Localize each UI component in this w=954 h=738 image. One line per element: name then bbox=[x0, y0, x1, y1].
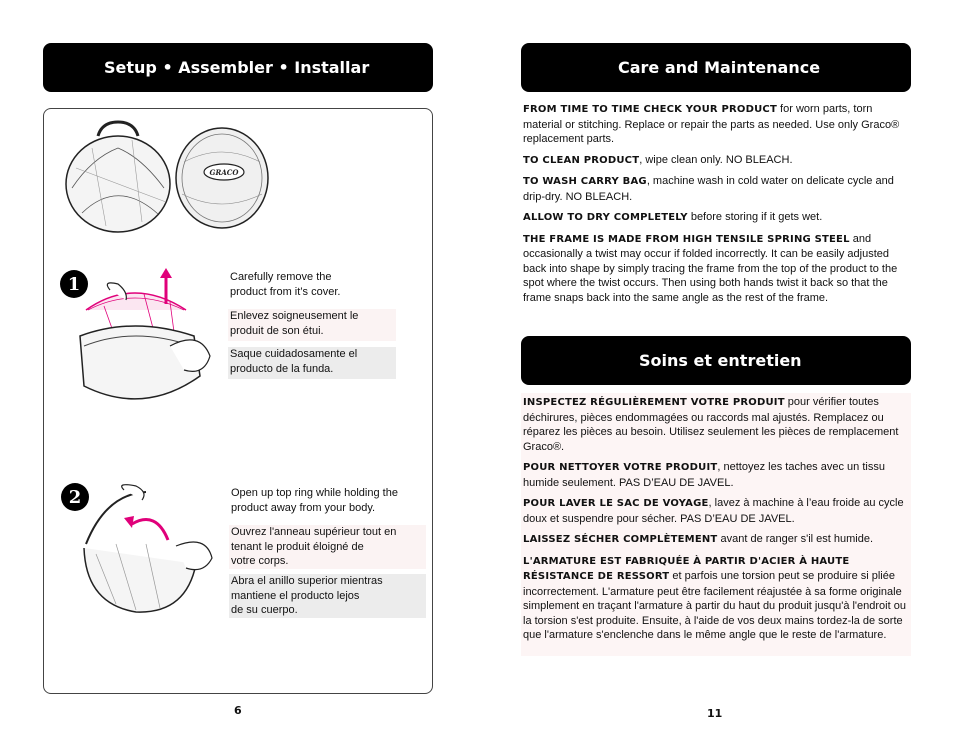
step-2-text-es: Abra el anillo superior mientras mantiene el producto lejos de su cuerpo. bbox=[229, 574, 426, 618]
soins-item: L'ARMATURE EST FABRIQUÉE À PARTIR D'ACIER À HAUTE RÉSISTANCE DE RESSORT et parfois une torsion peut se produire si pliée incorrectement. L'armature peut être facilement réajustée à sa forme originale simplement en traçant l'armature à partir du haut du produit jusqu'à l'endroit ou la torsion s'est produite. Ensuite, à l'aide de vos deux mains tordez-la de sorte que l'armature s'enclenche dans le même angle que le reste de l'armature. bbox=[523, 555, 906, 641]
soins-item: INSPECTEZ RÉGULIÈREMENT VOTRE PRODUIT pour vérifier toutes déchirures, pièces endommagées ou raccords mal ajustés. Remplacez ou réparez les pièces au besoin. Utilisez seulement les pièces de remplacement Graco®. bbox=[523, 396, 899, 453]
step-1-illustration bbox=[74, 266, 216, 416]
care-item: THE FRAME IS MADE FROM HIGH TENSILE SPRING STEEL and occasionally a twist may occur if folded incorrectly. It can be easily adjusted back into shape by simply tracing the frame from the top of the product to the spot where the twist occurs. Then using both hands twist it back so that the frame snaps back into the same angle as the rest of the frame. bbox=[523, 232, 898, 304]
care-header-title: Care and Maintenance bbox=[618, 58, 821, 77]
graco-logo: GRACO bbox=[209, 168, 239, 177]
step-2-text-en: Open up top ring while holding the product away from your body. bbox=[231, 487, 398, 514]
step-1-text-es: Saque cuidadosamente el producto de la funda. bbox=[228, 347, 396, 379]
soins-header-title: Soins et entretien bbox=[639, 351, 802, 370]
soins-item: POUR LAVER LE SAC DE VOYAGE, lavez à machine à l’eau froide au cycle doux et suspendre pour sécher. PAS D’EAU DE JAVEL. bbox=[523, 497, 904, 525]
cover-logo-illustration bbox=[172, 122, 272, 232]
soins-item: LAISSEZ SÉCHER COMPLÈTEMENT avant de ranger s'il est humide. bbox=[523, 533, 874, 545]
carry-bag-illustration bbox=[62, 118, 174, 236]
care-header bbox=[521, 43, 911, 92]
soins-item: POUR NETTOYER VOTRE PRODUIT, nettoyez les taches avec un tissu humide seulement. PAS D’EAU DE JAVEL. bbox=[523, 461, 885, 489]
care-item: TO WASH CARRY BAG, machine wash in cold water on delicate cycle and drip-dry. NO BLEACH. bbox=[523, 175, 894, 203]
care-instructions-fr bbox=[521, 393, 911, 656]
step-2-text-fr: Ouvrez l'anneau supérieur tout en tenant le produit éloigné de votre corps. bbox=[229, 525, 426, 569]
step-1-number: 1 bbox=[67, 273, 81, 295]
step-2-number: 2 bbox=[68, 486, 82, 508]
care-item: FROM TIME TO TIME CHECK YOUR PRODUCT for worn parts, torn material or stitching. Replace or repair the parts as needed. Use only Graco® replacement parts. bbox=[523, 103, 900, 145]
page-number-left: 6 bbox=[234, 704, 242, 717]
step-2-illustration bbox=[76, 484, 216, 618]
setup-header bbox=[43, 43, 433, 92]
soins-header bbox=[521, 336, 911, 385]
care-instructions-en bbox=[521, 102, 911, 311]
setup-header-title: Setup • Assembler • Installar bbox=[104, 58, 370, 77]
page-number-right: 11 bbox=[707, 707, 723, 720]
step-1-text-en: Carefully remove the product from it’s cover. bbox=[230, 271, 341, 298]
step-1-text-fr: Enlevez soigneusement le produit de son étui. bbox=[228, 309, 396, 341]
care-item: ALLOW TO DRY COMPLETELY before storing if it gets wet. bbox=[523, 211, 823, 223]
care-item: TO CLEAN PRODUCT, wipe clean only. NO BLEACH. bbox=[523, 153, 793, 166]
